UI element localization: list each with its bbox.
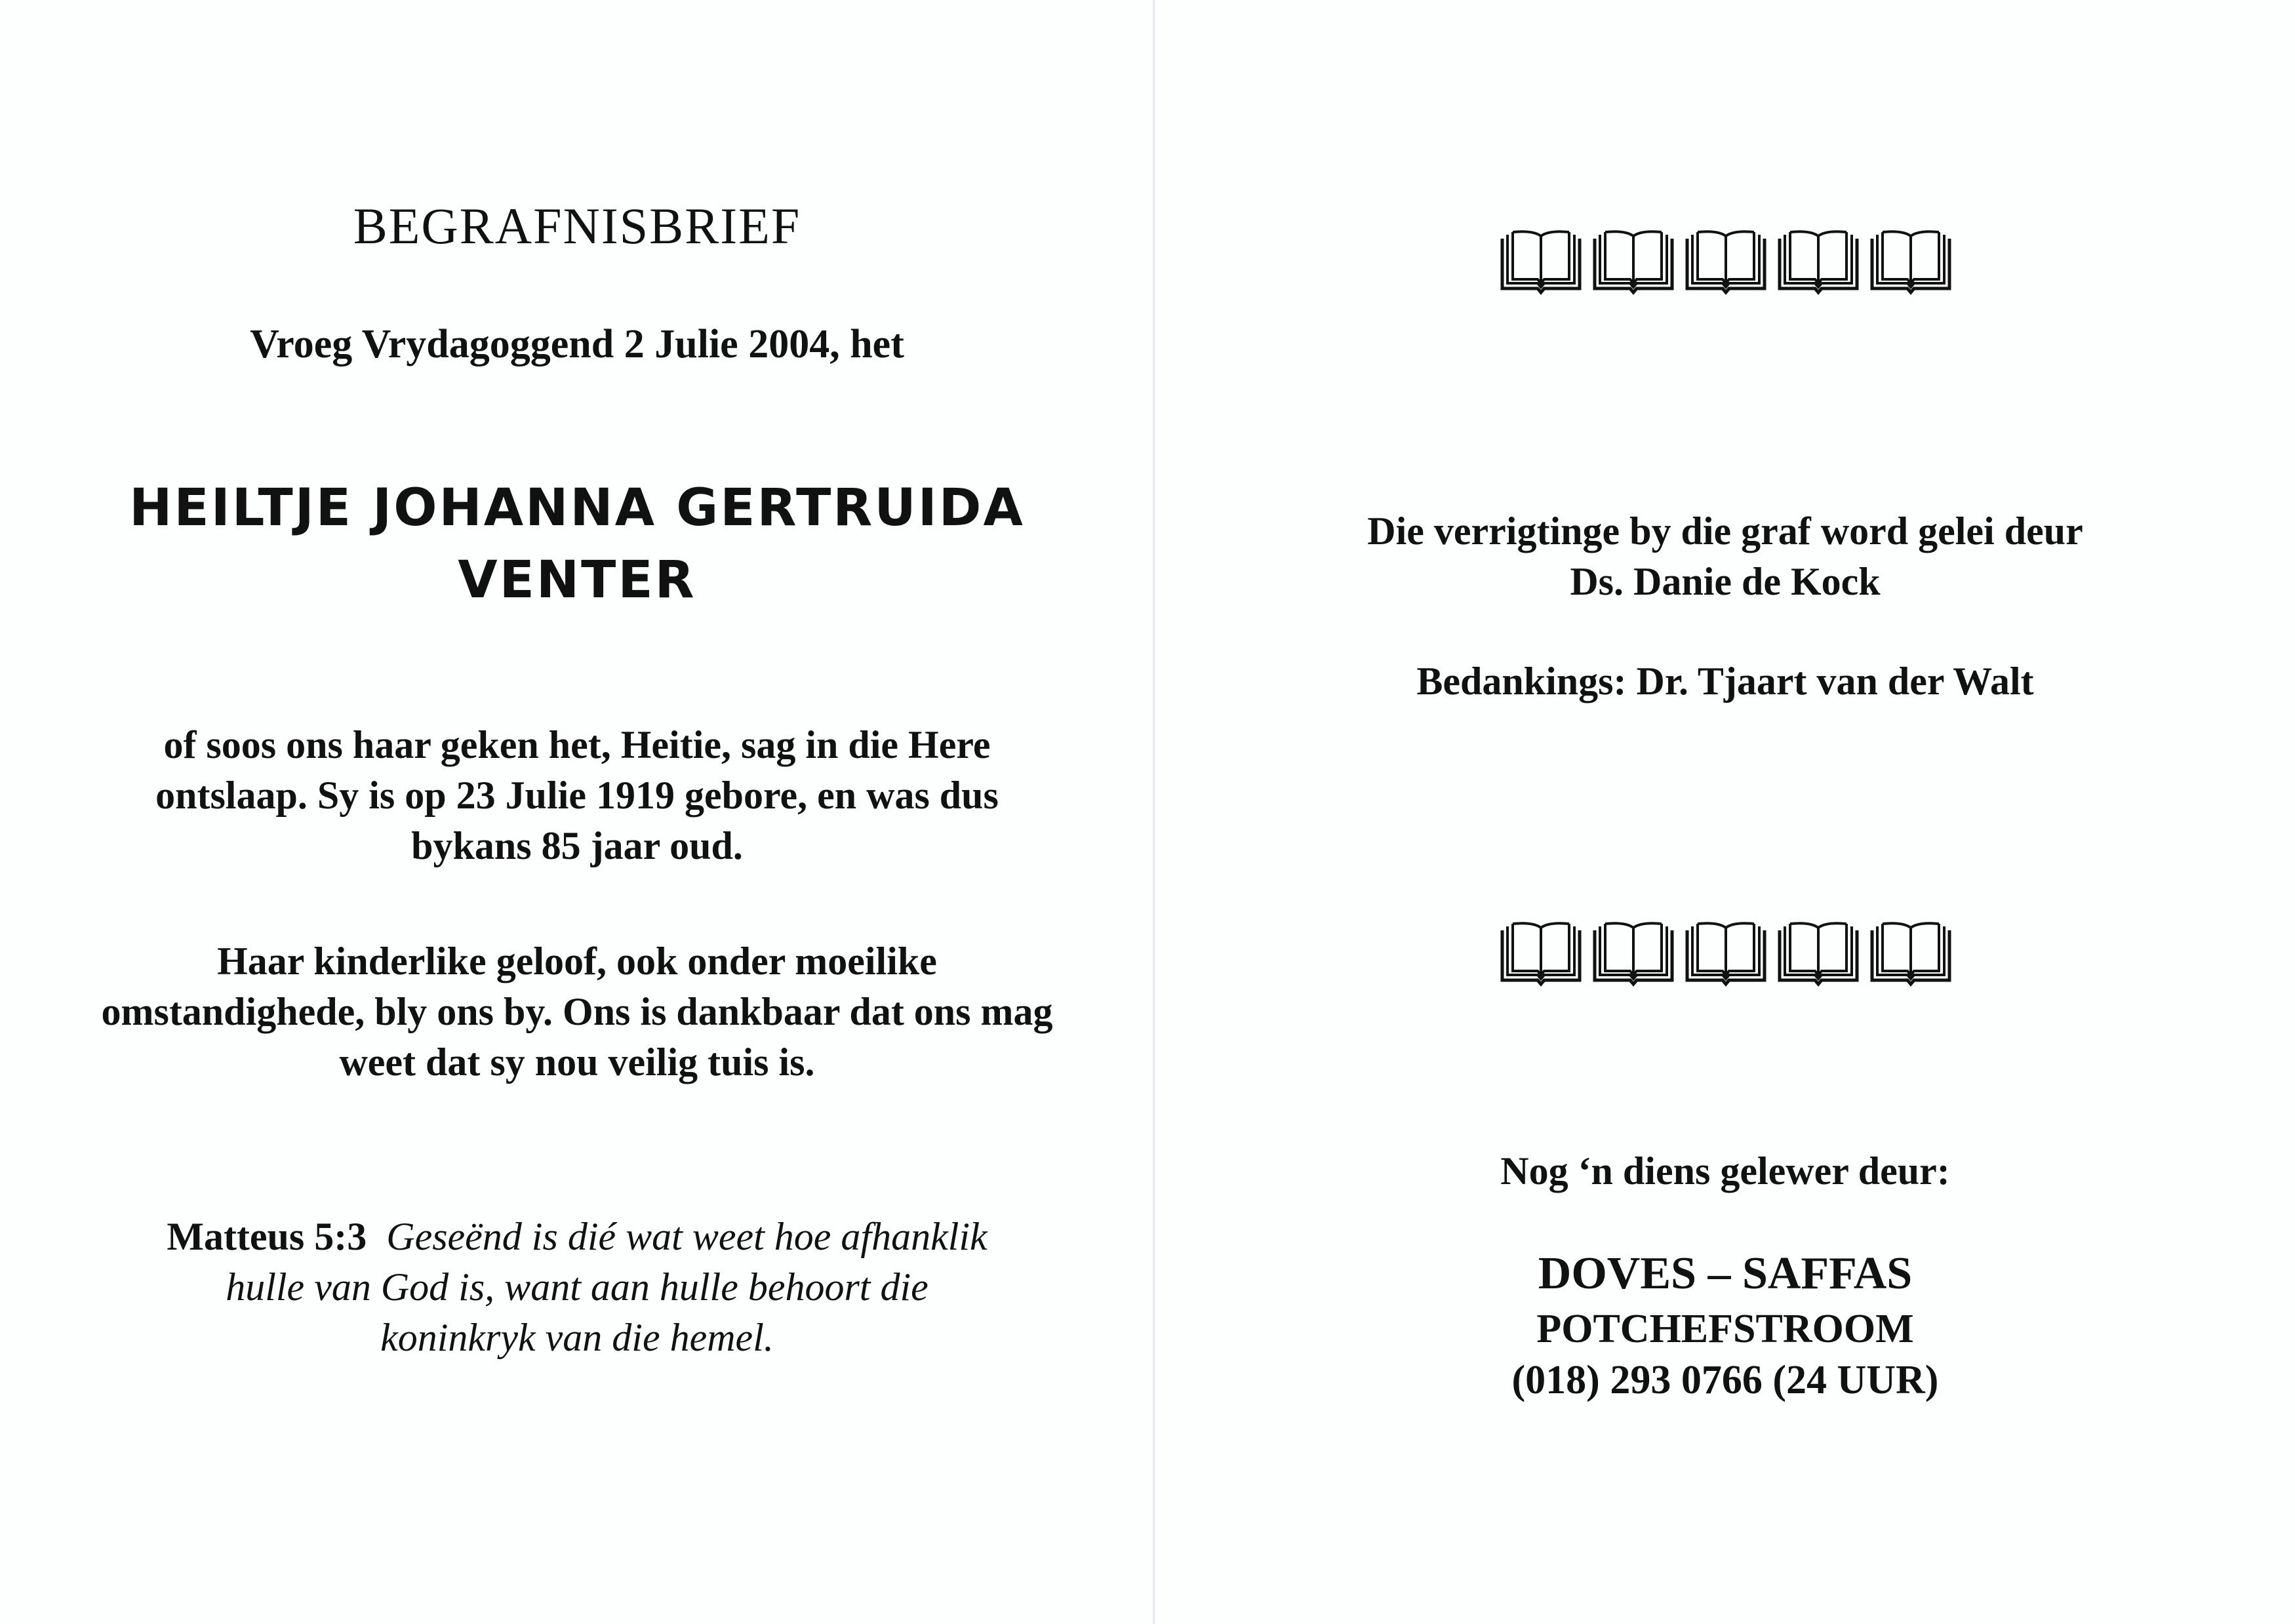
deceased-name-line1: HEILTJE JOHANNA GERTRUIDA [129, 479, 1025, 538]
open-book-icon [1685, 921, 1767, 987]
open-book-icon [1685, 229, 1767, 295]
deceased-name [0, 472, 1154, 616]
obituary-paragraph-1: of soos ons haar geken het, Heitie, sag in die Here ontslaap. Sy is op 23 Julie 1919 gebore, en was dus bykans 85 jaar oud. [155, 723, 999, 867]
company-phone: (018) 293 0766 (24 UUR) [1511, 1358, 1939, 1402]
company-name: DOVES – SAFFAS [1538, 1248, 1913, 1299]
book-ornament-bottom [1503, 921, 1949, 987]
obituary-paragraph-2: Haar kinderlike geloof, ook onder moeilike omstandighede, bly ons by. Ons is dankbaar dat ons mag weet dat sy nou veilig tuis is. [101, 940, 1053, 1084]
officiant-line-1: Die verrigtinge by die graf word gelei deur [1367, 509, 2083, 553]
open-book-icon [1592, 229, 1675, 295]
verse-text: Geseënd is dié wat weet hoe afhanklik hulle van God is, want aan hulle behoort die koninkryk van die hemel. [226, 1215, 988, 1359]
company-city: POTCHEFSTROOM [1536, 1307, 1914, 1351]
open-book-icon [1500, 921, 1582, 987]
verse-reference: Matteus 5:3 [167, 1215, 367, 1258]
open-book-icon [1777, 921, 1860, 987]
date-line: Vroeg Vrydagoggend 2 Julie 2004, het [250, 322, 904, 366]
right-page [1155, 0, 2295, 1624]
open-book-icon [1869, 229, 1952, 295]
open-book-icon [1777, 229, 1860, 295]
service-by-label: Nog ‘n diens gelewer deur: [1500, 1149, 1950, 1193]
officiant-text [1155, 506, 2295, 607]
bible-verse [144, 1212, 1010, 1363]
open-book-icon [1500, 229, 1582, 295]
deceased-name-line2: VENTER [458, 551, 696, 610]
open-book-icon [1592, 921, 1675, 987]
book-ornament-top [1503, 229, 1949, 295]
thanks-line: Bedankings: Dr. Tjaart van der Walt [1416, 660, 2034, 703]
page-title: BEGRAFNISBRIEF [353, 197, 801, 254]
open-book-icon [1869, 921, 1952, 987]
officiant-line-2: Ds. Danie de Kock [1570, 560, 1881, 603]
